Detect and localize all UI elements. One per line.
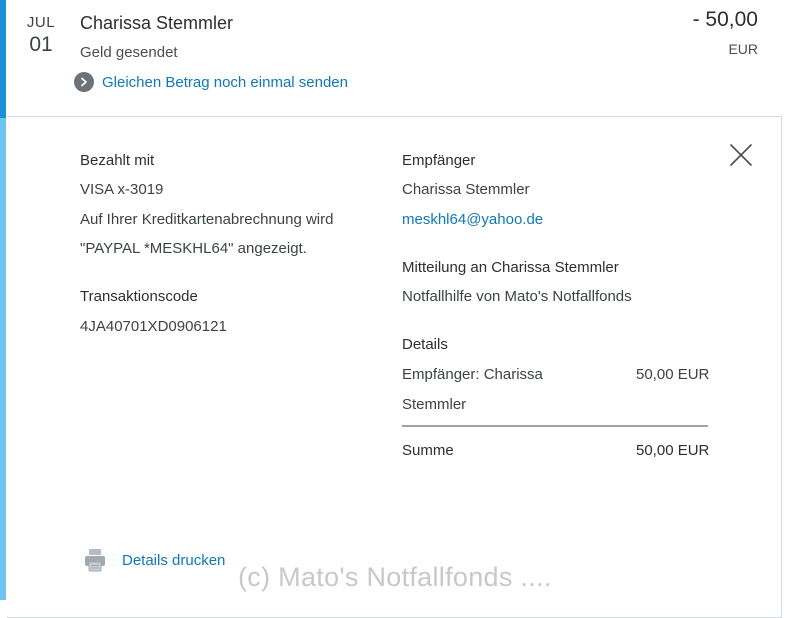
statement-note-line1: Auf Ihrer Kreditkartenabrechnung wird xyxy=(80,211,334,228)
printer-icon xyxy=(84,548,106,572)
close-button[interactable] xyxy=(722,136,760,174)
transaction-currency: EUR xyxy=(728,41,758,57)
recipient-name: Charissa Stemmler xyxy=(402,181,530,198)
recipient-email-link[interactable]: meskhl64@yahoo.de xyxy=(402,211,544,228)
card-info: VISA x-3019 xyxy=(80,181,164,198)
total-label: Summe xyxy=(402,442,454,459)
total-amount: 50,00 EUR xyxy=(636,442,710,459)
transaction-code-label: Transaktionscode xyxy=(80,288,198,305)
transaction-date xyxy=(26,14,56,58)
resend-link[interactable] xyxy=(74,72,348,92)
close-icon xyxy=(722,136,760,174)
transaction-type: Geld gesendet xyxy=(80,44,178,61)
statement-note-line2: "PAYPAL *MESKHL64" angezeigt. xyxy=(80,240,307,257)
total-divider xyxy=(402,425,708,427)
line-item-amount: 50,00 EUR xyxy=(636,366,710,383)
transaction-amount: - 50,00 xyxy=(692,8,758,31)
recipient-label: Empfänger xyxy=(402,152,476,169)
watermark-text: (c) Mato's Notfallfonds .... xyxy=(238,562,552,592)
line-item-label-line2: Stemmler xyxy=(402,396,467,413)
recipient-name-heading: Charissa Stemmler xyxy=(80,13,234,33)
line-item-label-line1: Empfänger: Charissa xyxy=(402,366,543,383)
print-details-button[interactable] xyxy=(84,548,225,572)
chevron-right-circle-icon xyxy=(74,72,94,92)
details-label: Details xyxy=(402,336,448,353)
date-day: 01 xyxy=(29,33,53,56)
print-details-label[interactable]: Details drucken xyxy=(122,551,226,569)
paid-with-label: Bezahlt mit xyxy=(80,152,155,169)
message-label: Mitteilung an Charissa Stemmler xyxy=(402,259,619,276)
transaction-code: 4JA40701XD0906121 xyxy=(80,318,227,335)
message-text: Notfallhilfe von Mato's Notfallfonds xyxy=(402,288,632,305)
transaction-summary[interactable] xyxy=(0,0,800,118)
date-month: JUL xyxy=(26,14,56,31)
resend-link-label[interactable]: Gleichen Betrag noch einmal senden xyxy=(102,73,348,91)
